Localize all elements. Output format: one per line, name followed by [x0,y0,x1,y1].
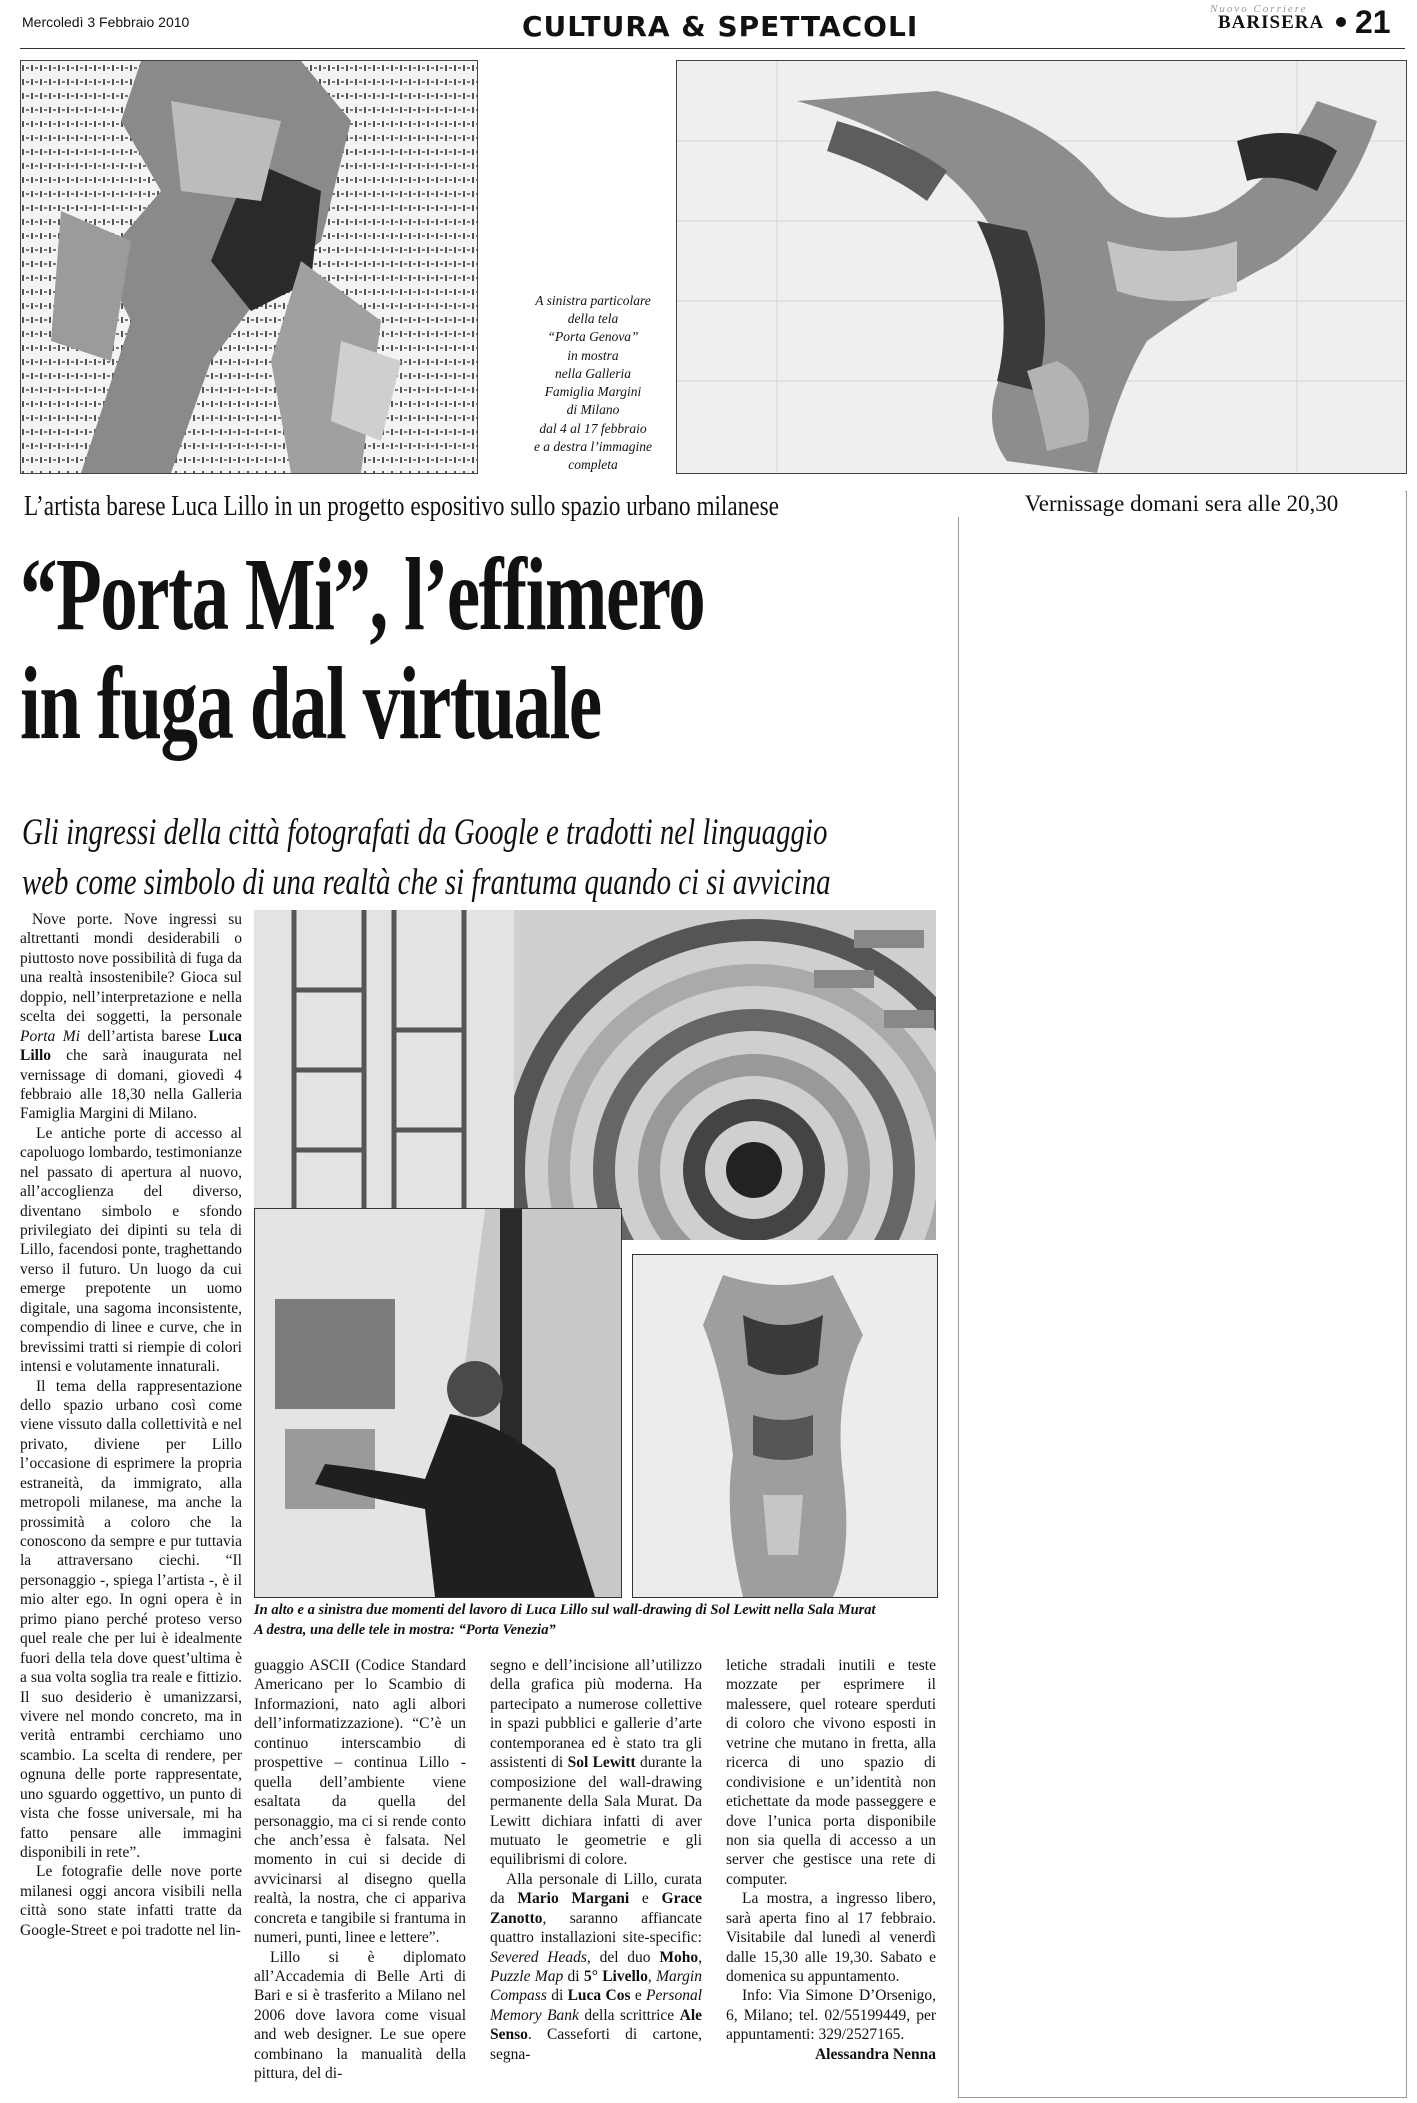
caption-line: e a destra l’immagine [533,438,653,454]
text-span: che sarà inaugurata nel vernissage di domani, giovedì 4 febbraio alle 18,30 nella Galleria Famiglia Margini di Milano. [20,1047,242,1123]
text-span: e [634,1987,642,2005]
bullet-icon [1336,17,1346,27]
ascii-detail-graphic [21,61,477,473]
text-span: durante la composizione del wall-drawing permanente della Sala Murat. Da Lewitt dichiara infatti di aver mutuato le geometrie e gli equilibrismi di colore. [490,1754,702,1869]
subhead-line: web come simbolo di una realtà che si frantuma quando ci si avvicina [22,861,831,903]
paragraph: Le antiche porte di accesso al capoluogo lombardo, testimonianze nel passato di apertura al nuovo, all’accoglienza del diverso, diventano simbolo e sfondo privilegiato dei dipinti su tela di Lillo, facendosi ponte, traghettando verso il futuro. Un luogo da cui emerge prepotente un uomo digitale, una sagoma inconsistente, compendio di linee e curve, che in brevissimi tratti si riempie di colori intensi e volutamente innaturali. [20,1124,242,1376]
article-headline [20,537,848,762]
article-subhead [22,808,919,908]
porta-genova-image [676,60,1407,474]
body-column-3 [490,1656,702,2064]
text-span: Nove porte. Nove ingressi su altrettanti mondi desiderabili o piuttosto nove possibilità di fuga da una realtà insostenibile? Gioca sul doppio, nell’interpretazione e nella scelta dei soggetti, la personale [20,911,242,1026]
subhead-line: Gli ingressi della città fotografati da Google e tradotti nel linguaggio [22,812,828,853]
text-span: della scrittrice [584,2006,675,2024]
caption-line: dal 4 al 17 febbraio [539,420,647,436]
header-rule [20,48,1405,49]
porta-venezia-photo [632,1254,938,1598]
italic-span: Porta Mi [20,1027,81,1045]
sidebar-title [958,491,1405,517]
headline-line: in fuga dal virtuale [20,646,601,762]
italic-span: Personal Memory Bank [490,1987,702,2024]
text-span: dell’artista barese [87,1027,201,1045]
bold-span: Luca Lillo [20,1027,242,1065]
paragraph: guaggio ASCII (Codice Standard Americano per lo Scambio di Informazioni, nato agli albori dell’informatizzazione). “C’è un continuo interscambio di prospettive – continua Lillo -quella dell’ambiente viene esaltata da quella del personaggio, ma ci si rende conto che anch’essa è falsata. Nel momento in cui si decide di avvicinarsi al disegno quella realtà, la nostra, che ci appariva concreta e tangibile si frantuma in numeri, punti, linee e lettere”. [254,1657,466,1947]
section-title: CULTURA & SPETTACOLI [522,10,919,43]
paragraph [490,1870,702,2064]
body-column-4 [726,1656,936,2064]
text-span: di [567,1968,580,1985]
text-span: e [641,1890,649,1908]
bold-span: Grace Zanotto [490,1890,702,1927]
bold-span: Mario Margani [517,1890,630,1908]
italic-span: Margin Compass [490,1968,702,2005]
paragraph: Il tema della rappresentazione dello spazio urbano così come viene vissuto dalla collettività e nel privato, diviene per Lillo l’occasione di esprimere la propria estraneità, da immigrato, alla metropoli milanese, ma anche la prossimità a coloro che la conoscono da sempre e pur tuttavia la attraversano ciechi. “Il personaggio -, spiega l’artista -, è il mio alter ego. In ogni opera è in primo piano perché proteso verso quel reale che per lui è idealmente fuori della tela dove quest’ultima è a sua volta soglia tra reale e fittizio. Il suo desiderio è umanizzarsi, vivere nel mondo concreto, ma in verità entrambi cerchiamo uno scambio. La scelta di rendere, per ognuna delle porte rappresentate, uno sguardo oggettivo, un punto di vista che fosse universale, mi ha fatto pensare alle immagini disponibili in rete”. [20,1377,242,1861]
text-span: segno e dell’incisione all’utilizzo della grafica più moderna. Ha partecipato a numerose collettive in spazi pubblici e gallerie d’arte contemporanea ed è stato tra gli assistenti di [490,1657,702,1772]
caption-line: nella Galleria [554,365,632,381]
wall-drawing-photo [254,910,936,1240]
caption-line: Famiglia Margini [544,384,642,400]
text-span: , [647,1968,652,1985]
sidebar-title-text: Vernissage domani sera alle 20,30 [1015,491,1349,516]
paragraph [20,910,242,1124]
body-column-2 [254,1656,466,2084]
bold-span: Ale Senso [490,2006,703,2044]
caption-line: della tela [567,311,619,327]
caption-line: completa [568,456,618,472]
issue-date: Mercoledì 3 Febbraio 2010 [22,14,190,30]
photo-caption-line: A destra, una delle tele in mostra: “Porta Venezia” [254,1621,556,1638]
italic-span: Severed Heads [490,1948,587,1966]
bold-span: Luca Cos [567,1987,631,2005]
ascii-detail-image [20,60,478,474]
article-kicker: L’artista barese Luca Lillo in un progetto espositivo sullo spazio urbano milanese [24,490,779,522]
paragraph [490,1656,702,1870]
text-span: , saranno affiancate quattro installazioni site-specific: [490,1909,702,1947]
page-number: 21 [1355,4,1391,40]
headline-line: “Porta Mi”, l’effimero [20,537,705,652]
newspaper-name: BARISERA [1218,12,1325,33]
paragraph: La mostra, a ingresso libero, sarà aperta fino al 17 febbraio. Visitabile dal lunedì al venerdì dalle 15,30 alle 19,30. Sabato e domenica su appuntamento. [726,1890,936,1985]
bold-span: Sol Lewitt [567,1754,636,1772]
photo-caption-line: In alto e a sinistra due momenti del lavoro di Luca Lillo sul wall-drawing di Sol Lewitt nella Sala Murat [254,1602,876,1618]
text-span: , [698,1948,702,1966]
top-image-caption [488,292,698,474]
photo-caption [254,1601,954,1640]
porta-venezia-graphic [633,1255,937,1597]
text-span: , del duo [586,1948,651,1966]
paragraph: Info: Via Simone D’Orsenigo, 6, Milano; tel. 02/55199449, per appuntamenti: 329/2527165. [726,1987,936,2044]
caption-line: A sinistra particolare [535,293,651,308]
artist-painting-photo [254,1208,622,1598]
caption-line: di Milano [566,402,620,418]
wall-drawing-graphic [254,910,936,1240]
italic-span: Puzzle Map [490,1968,564,1985]
masthead-mark: Nuovo Corriere [1210,3,1308,15]
text-span: . Casseforti di cartone, segna- [490,2026,702,2063]
bold-span: Moho [659,1948,699,1966]
paragraph: letiche stradali inutili e teste mozzate per esprimere il malessere, quel roteare sperduti di coloro che vivono esposti in vetrine che mutano in fretta, alla ricerca di uno spazio di condivisione e un’identità non etichettate da mode passeggere e dove l’unica porta disponibile non sia quella di accesso a un server che gestisce una rete di computer. [726,1657,936,1888]
paragraph: Lillo si è diplomato all’Accademia di Belle Arti di Bari e si è trasferito a Milano nel 2006 dove lavora come visual and web designer. Le sue opere combinano la manualità della pittura, del di- [254,1948,466,2083]
bold-span: 5° Livello [583,1968,648,1985]
author-signature: Alessandra Nenna [814,2045,936,2063]
sidebar-box [958,491,1407,2098]
text-span: di [551,1987,564,2005]
digital-figure-graphic [677,61,1406,473]
caption-line: “Porta Genova” [547,329,639,345]
left-text-column [20,910,242,2095]
artist-graphic [255,1209,621,1597]
text-span: Alla personale di Lillo, curata da [490,1870,702,1908]
paragraph: Le fotografie delle nove porte milanesi oggi ancora visibili nella città sono state infatti tratte da Google-Street e poi tradotte nel lin- [20,1863,242,1939]
caption-line: in mostra [567,347,619,363]
